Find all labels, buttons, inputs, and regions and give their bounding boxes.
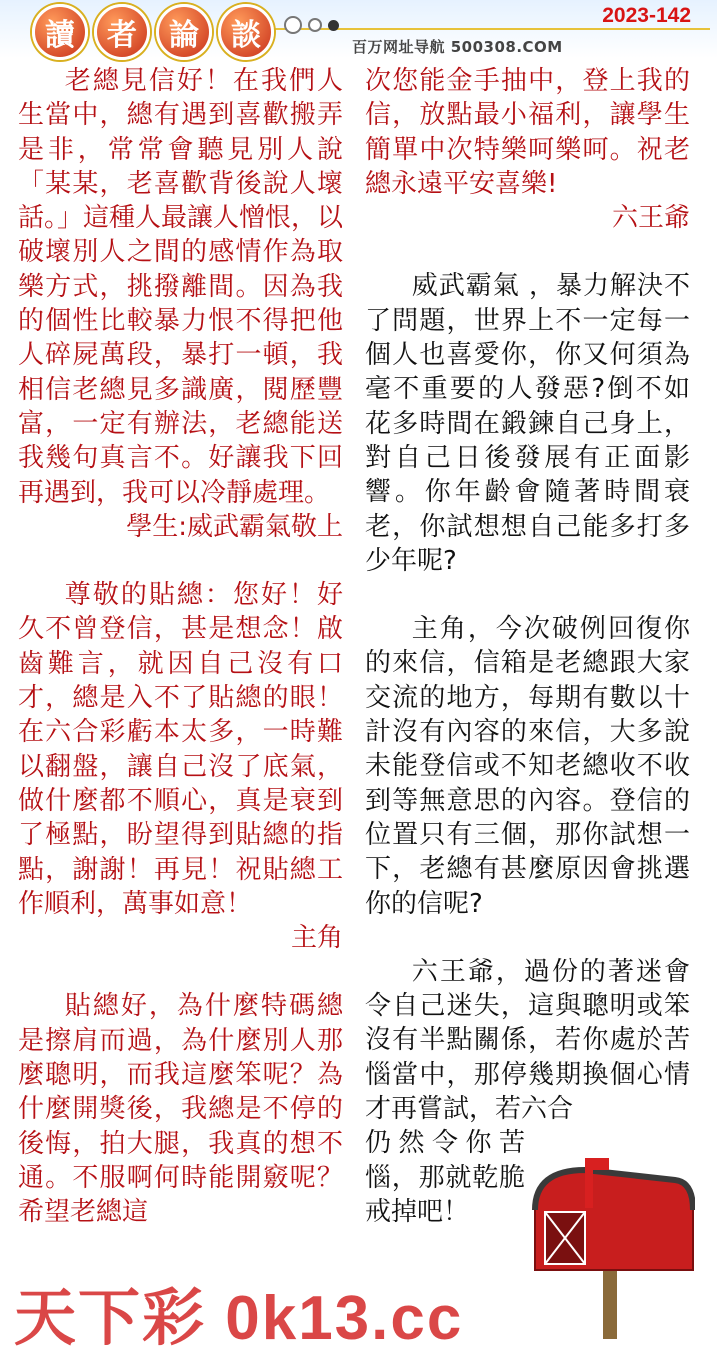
reader-letter-2: 尊敬的貼總：您好！好久不曾登信，甚是想念！啟齒難言，就因自己沒有口才，總是入不了貼總的眼！在六合彩虧本太多，一時難以翻盤，讓自己沒了底氣，做什麼都不順心，真是衰到了極點，盼望得到貼總的指點，謝謝！再見！祝貼總工作順利，萬事如意！ xyxy=(18,580,343,919)
site-navigation-text: 百万网址导航 500308.COM xyxy=(352,38,563,56)
editor-reply-3: 六王爺，過份的著迷會令自己迷失，這與聰明或笨沒有半點關係，若你處於苦惱當中，那停幾期換個心情才再嘗試，若六合 xyxy=(365,956,690,1125)
editor-reply-2: 主角，今次破例回復你的來信，信箱是老總跟大家交流的地方，每期有數以十計沒有內容的來信，大多說未能登信或不知老總收不收到等無意思的內容。登信的位置只有三個，那你試想一下，老總有甚麼原因會挑選你的信呢? xyxy=(365,614,690,919)
left-column xyxy=(18,64,343,1230)
mailbox-icon xyxy=(525,1150,695,1339)
page-header xyxy=(0,0,717,58)
reader-letter-3: 貼總好，為什麼特碼總是擦肩而過，為什麼別人那麼聰明，而我這麼笨呢？為什麼開獎後，我總是不停的後悔，拍大腿，我真的想不通。不服啊何時能開竅呢？希望老總這 xyxy=(18,991,343,1228)
column-title xyxy=(32,4,274,60)
watermark: 天下彩 0k13.cc xyxy=(14,1284,464,1353)
right-column xyxy=(365,64,690,1229)
issue-number: 2023-142 xyxy=(602,4,691,27)
title-char-4: 談 xyxy=(218,4,274,60)
title-char-2: 者 xyxy=(94,4,150,60)
dot-small-icon xyxy=(328,20,339,31)
dot-large-icon xyxy=(284,16,302,34)
letter-3-signature: 六王爺 xyxy=(611,203,690,234)
reader-letter-1: 老總見信好！在我們人生當中，總有遇到喜歡搬弄是非，常常會聽見別人說「某某，老喜歡背後說人壞話。」這種人最讓人憎恨，以破壞別人之間的感情作為取樂方式，挑撥離間。因為我的個性比較暴力恨不得把他人碎屍萬段，暴打一頓，我相信老總見多識廣，閱歷豐富，一定有辦法，老總能送我幾句真言不。好讓我下回再遇到，我可以冷靜處理。 xyxy=(18,66,344,508)
title-char-1: 讀 xyxy=(32,4,88,60)
editor-reply-3-tail: 仍然令你苦惱，那就乾脆戒掉吧！ xyxy=(365,1128,525,1227)
decorative-dots xyxy=(284,16,339,34)
dot-medium-icon xyxy=(308,18,322,32)
reader-letter-3-continued: 次您能金手抽中，登上我的信，放點最小福利，讓學生簡單中次特樂呵樂呵。祝老總永遠平安喜樂! xyxy=(365,66,690,199)
letter-1-signature: 學生:威武霸氣敬上 xyxy=(126,511,343,542)
title-char-3: 論 xyxy=(156,4,212,60)
letter-2-signature: 主角 xyxy=(290,923,343,954)
editor-reply-1: 威武霸氣 ，暴力解決不了問題，世界上不一定每一個人也喜愛你，你又何須為毫不重要的人發惡?倒不如花多時間在鍛鍊自己身上，對自己日後發展有正面影響。你年齡會隨著時間衰老，你試想想自己能多打多少年呢? xyxy=(365,271,690,576)
